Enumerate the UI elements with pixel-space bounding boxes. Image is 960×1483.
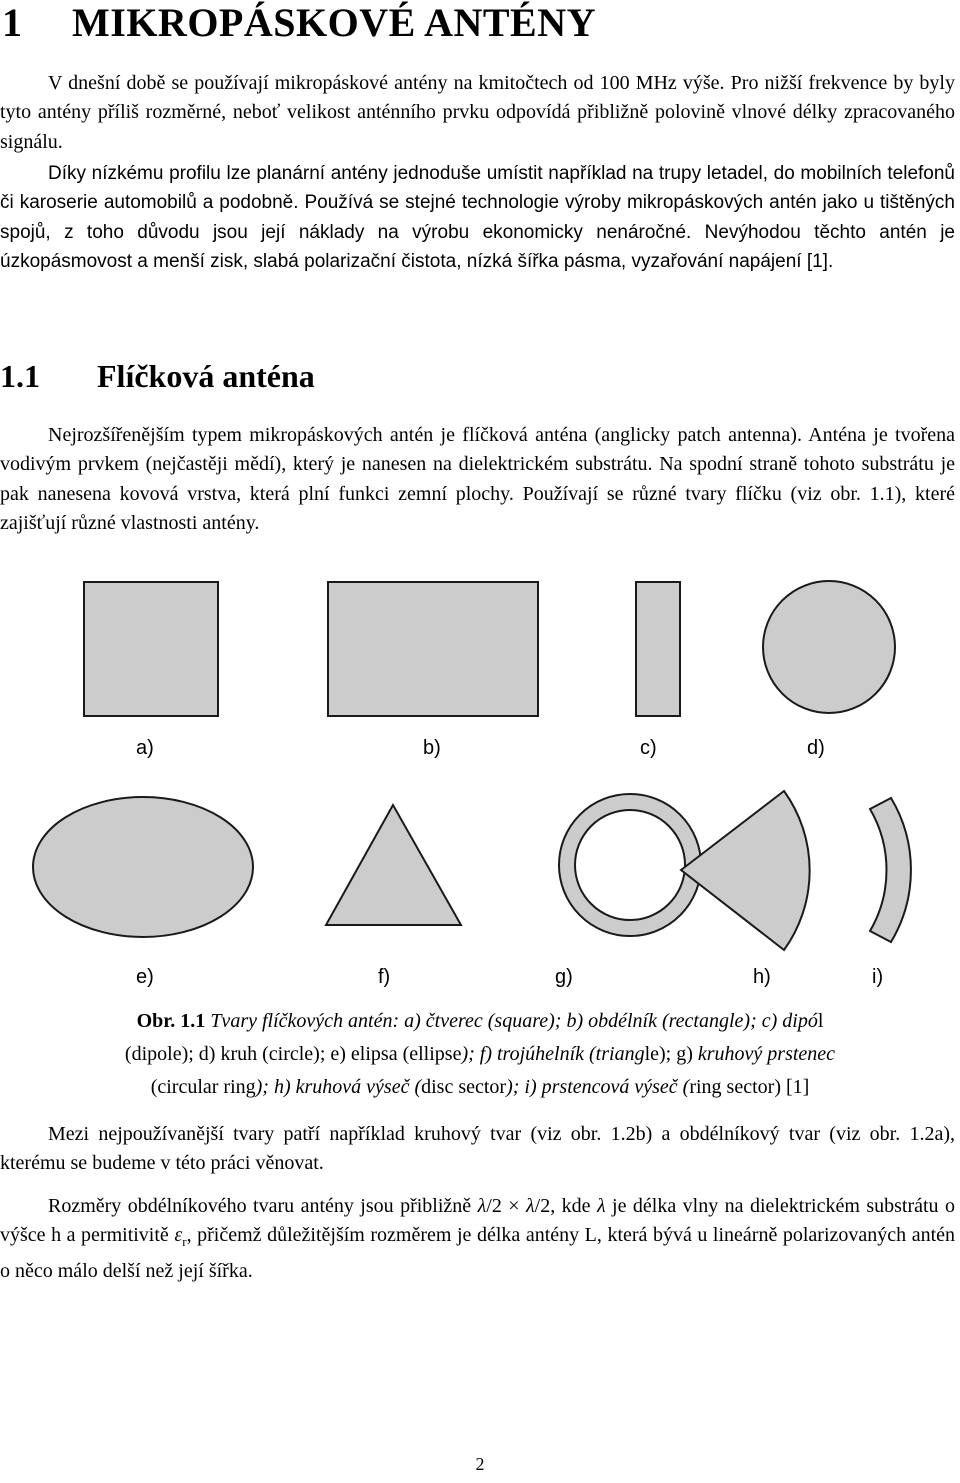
section-paragraph: [0, 421, 955, 538]
triangle-shape: [326, 805, 461, 925]
shapes-drawing: [0, 570, 960, 1000]
shape-label-e: e): [136, 966, 154, 988]
shape-label-g: g): [555, 966, 573, 988]
shape-label-h: h): [753, 966, 771, 988]
shape-label-i: i): [872, 966, 884, 988]
disc-sector-shape: [681, 791, 810, 950]
circle-shape: [763, 581, 895, 713]
paragraph-4: Rozměry obdélníkového tvaru antény jsou přibližně λ/2 × λ/2, kde λ je délka vlny na dielektrickém substrátu o výšce h a permitivitě $\varepsilon_r$, přičemž důležitějším rozměrem je délka antény L, která bývá u lineárně polarizovaných antén o něco málo delší než její šířka.: [0, 1195, 956, 1282]
section-title: Flíčková anténa: [97, 358, 315, 394]
patch-shapes-figure: [0, 570, 960, 1000]
chapter-heading: [2, 0, 596, 46]
chapter-number: 1: [2, 0, 23, 45]
square-shape: [84, 582, 218, 716]
ellipse-shape: [33, 797, 253, 937]
shape-label-b: b): [423, 737, 441, 759]
shape-label-f: f): [378, 966, 391, 988]
figure-caption: Obr. 1.1 Tvary flíčkových antén: a) čtverec (square); b) obdélník (rectangle); c) dipól (dipole); d) kruh (circle); e) elipsa (ellipse); f) trojúhelník (triangle); g) kruhový prstenec (circular ring); h) kruhová výseč (disc sector); i) prstencová výseč (ring sector) [1]: [124, 1010, 836, 1098]
chapter-title: MIKROPÁSKOVÉ ANTÉNY: [72, 0, 596, 45]
shape-label-d: d): [807, 737, 825, 759]
intro-text-1: V dnešní době se používají mikropáskové antény na kmitočtech od 100 MHz výše. Pro nižší frekvence by byly tyto antény příliš rozměrné, neboť velikost anténního prvku odpovídá přibližně polovině vlnové délky zpracovaného signálu.: [0, 72, 955, 153]
shape-label-c: c): [640, 737, 657, 759]
intro-paragraph-1: [0, 69, 955, 157]
page-number: 2: [475, 1454, 485, 1474]
ring-sector-shape: [870, 798, 911, 942]
rectangle-shape: [328, 582, 538, 716]
section-text: Nejrozšířenějším typem mikropáskových antén je flíčková anténa (anglicky patch antenna). Anténa je tvořena vodivým prvkem (nejčastěji mědí), který je nanesen na dielektrickém substrátu. Na spodní straně tohoto substrátu je pak nanesena kovová vrstva, která plní funkci zemní plochy. Používají se různé tvary flíčku (viz obr. 1.1), které zajišťují různé vlastnosti antény.: [0, 424, 955, 534]
intro-paragraph-2: [0, 159, 955, 276]
paragraph-3-text: Mezi nejpoužívanější tvary patří například kruhový tvar (viz obr. 1.2b) a obdélníkový tvar (viz obr. 1.2a), kterému se budeme v této práci věnovat.: [0, 1123, 955, 1175]
section-heading: [0, 356, 315, 396]
paragraph-3: [0, 1120, 955, 1179]
section-number: 1.1: [0, 358, 40, 394]
shape-label-a: a): [136, 737, 154, 759]
circular-ring-shape: [559, 794, 701, 936]
intro-text-2: Díky nízkému profilu lze planární antény jednoduše umístit například na trupy letadel, do mobilních telefonů či karoserie automobilů a podobně. Používá se stejné technologie výroby mikropáskových antén jako u tištěných spojů, z toho důvodu jsou její náklady na výrobu ekonomicky nenáročné. Nevýhodou těchto antén je úzkopásmovost a menší zisk, slabá polarizační čistota, nízká šířka pásma, vyzařování napájení [1].: [0, 163, 955, 272]
dipole-shape: [636, 582, 680, 716]
caption-label: Obr. 1.1: [136, 1010, 206, 1032]
